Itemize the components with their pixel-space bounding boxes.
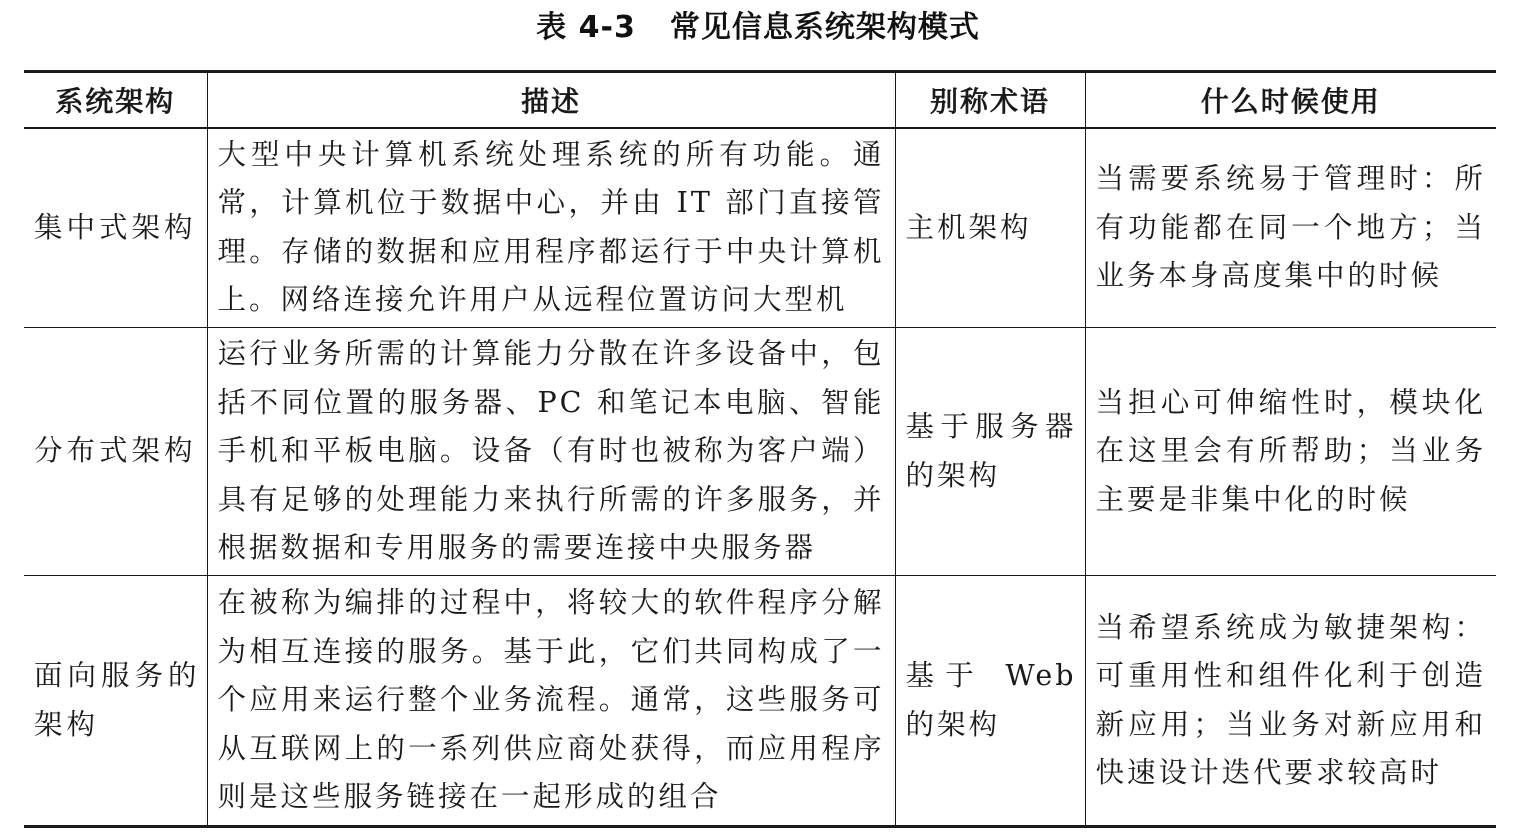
header-when-to-use: 什么时候使用 bbox=[1085, 72, 1496, 128]
when-to-use-cell: 当需要系统易于管理时：所有功能都在同一个地方；当业务本身高度集中的时候 bbox=[1085, 128, 1496, 328]
table-body bbox=[24, 128, 1496, 827]
when-to-use-cell: 当希望系统成为敏捷架构：可重用性和组件化利于创造新应用；当业务对新应用和快速设计迭代要求较高时 bbox=[1085, 576, 1496, 827]
architecture-cell: 集中式架构 bbox=[24, 128, 207, 328]
table-row bbox=[24, 128, 1496, 328]
architecture-patterns-table bbox=[24, 70, 1496, 828]
table-title: 常见信息系统架构模式 bbox=[669, 10, 980, 45]
description-cell: 在被称为编排的过程中，将较大的软件程序分解为相互连接的服务。基于此，它们共同构成了一个应用来运行整个业务流程。通常，这些服务可从互联网上的一系列供应商处获得，而应用程序则是这些服务链接在一起形成的组合 bbox=[207, 576, 895, 827]
architecture-cell: 面向服务的架构 bbox=[24, 576, 207, 827]
description-cell: 大型中央计算机系统处理系统的所有功能。通常，计算机位于数据中心，并由 IT 部门直接管理。存储的数据和应用程序都运行于中央计算机上。网络连接允许用户从远程位置访问大型机 bbox=[207, 128, 895, 328]
table-header bbox=[24, 72, 1496, 128]
table-caption bbox=[0, 8, 1516, 48]
header-architecture: 系统架构 bbox=[24, 72, 207, 128]
header-row bbox=[24, 72, 1496, 128]
header-description: 描述 bbox=[207, 72, 895, 128]
table-number: 表 4-3 bbox=[536, 10, 636, 45]
table-row bbox=[24, 328, 1496, 576]
alias-cell: 基于服务器的架构 bbox=[895, 328, 1085, 576]
description-cell: 运行业务所需的计算能力分散在许多设备中，包括不同位置的服务器、PC 和笔记本电脑、智能手机和平板电脑。设备（有时也被称为客户端）具有足够的处理能力来执行所需的许多服务，并根据数据和专用服务的需要连接中央服务器 bbox=[207, 328, 895, 576]
header-alias: 别称术语 bbox=[895, 72, 1085, 128]
when-to-use-cell: 当担心可伸缩性时，模块化在这里会有所帮助；当业务主要是非集中化的时候 bbox=[1085, 328, 1496, 576]
table-row bbox=[24, 576, 1496, 827]
alias-cell: 基于 Web 的架构 bbox=[895, 576, 1085, 827]
architecture-cell: 分布式架构 bbox=[24, 328, 207, 576]
alias-cell: 主机架构 bbox=[895, 128, 1085, 328]
